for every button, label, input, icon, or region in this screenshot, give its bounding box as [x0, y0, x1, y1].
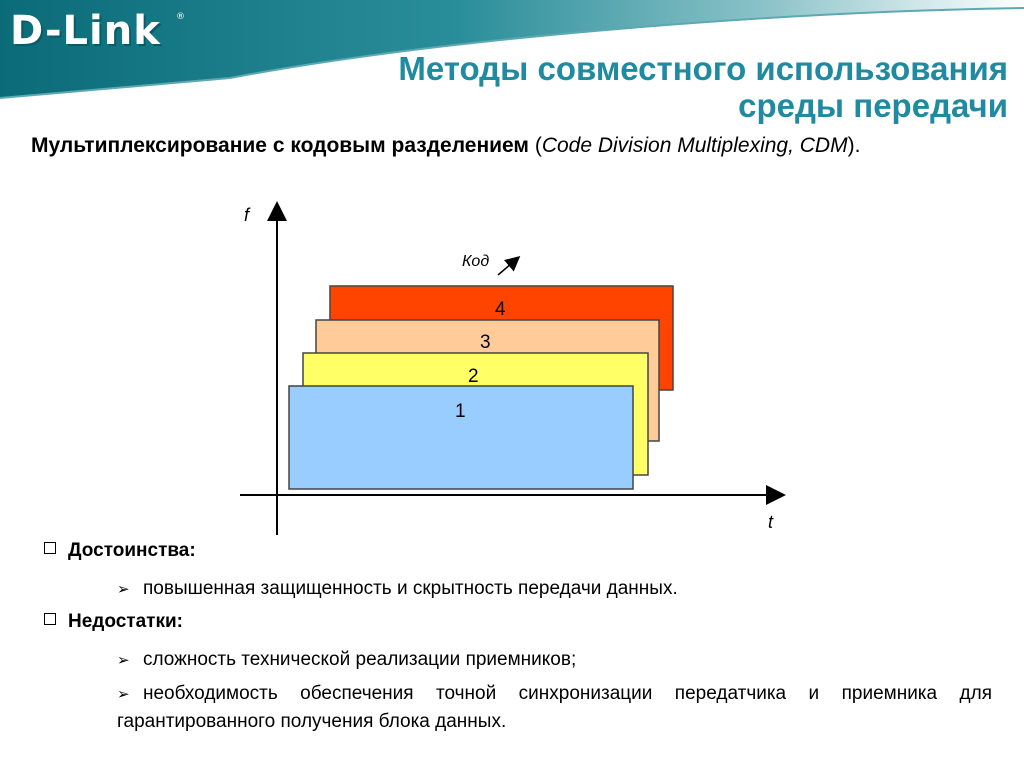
advantages-heading-text: Достоинства: [68, 540, 196, 561]
x-axis-label: t [768, 512, 774, 532]
code-layer-3-label: 3 [480, 332, 491, 353]
intro-paragraph [31, 132, 996, 160]
disadvantages-heading-text: Недостатки: [68, 611, 183, 632]
code-layer-1-label: 1 [455, 401, 466, 422]
disadvantages-heading [44, 611, 183, 633]
arrow-bullet-icon: ➢ [117, 580, 130, 598]
checkbox-bullet-icon [44, 613, 56, 625]
intro-english-term: Code Division Multiplexing, CDM [541, 134, 848, 157]
advantage-item [117, 575, 992, 603]
checkbox-bullet-icon [44, 542, 56, 554]
disadvantage-item [117, 680, 992, 735]
y-axis-label: f [244, 205, 250, 225]
arrow-bullet-icon: ➢ [117, 685, 130, 703]
cdm-diagram [230, 195, 790, 540]
advantage-item-text: повышенная защищенность и скрытность передачи данных. [143, 578, 678, 599]
slide-title [248, 50, 1008, 124]
code-label: Код [462, 253, 490, 270]
arrow-bullet-icon: ➢ [117, 651, 130, 669]
intro-close-paren: ). [847, 134, 861, 157]
disadvantage-item-text: необходимость обеспечения точной синхронизации передатчика и приемника для гарантированного получения блока данных. [117, 683, 992, 732]
slide-title-line1: Методы совместного использования [398, 50, 1008, 87]
intro-term: Мультиплексирование с кодовым разделением [31, 134, 529, 157]
disadvantage-item [117, 646, 992, 674]
code-layer-4-label: 4 [495, 299, 506, 320]
code-direction-arrow [498, 258, 518, 275]
registered-mark: ® [176, 12, 185, 22]
slide-title-line2: среды передачи [738, 87, 1008, 124]
advantages-heading [44, 540, 196, 562]
code-layer-2-label: 2 [468, 366, 479, 387]
disadvantage-item-text: сложность технической реализации приемников; [143, 649, 577, 670]
d-link-logo: D-Link [10, 8, 161, 54]
intro-open-paren: ( [528, 134, 542, 157]
